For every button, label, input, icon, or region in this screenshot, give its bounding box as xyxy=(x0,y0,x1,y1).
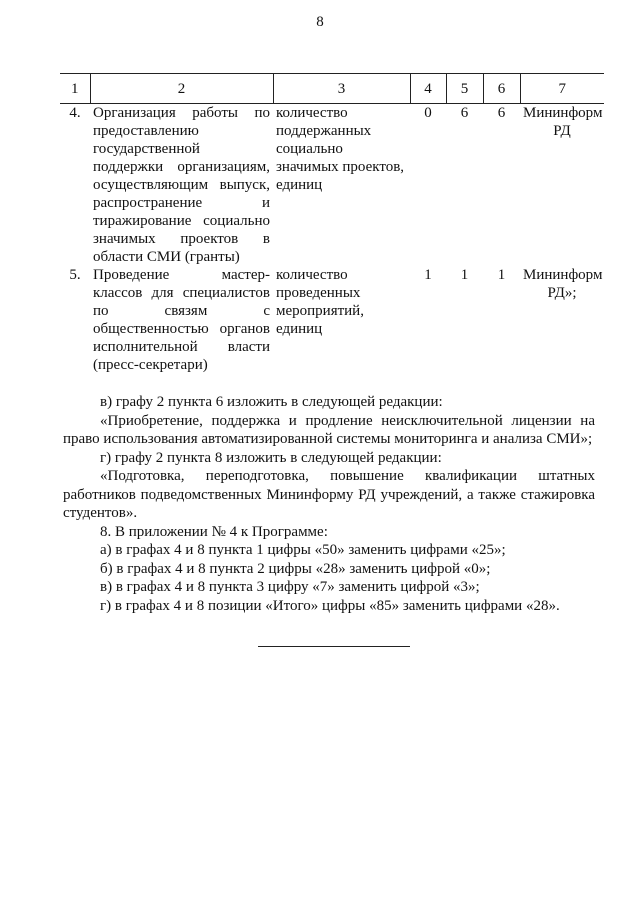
page-number: 8 xyxy=(316,14,324,30)
column-header: 2 xyxy=(90,74,273,104)
column-header: 5 xyxy=(446,74,483,104)
activity-name: Проведение мастер-классов для специалистов по связям с общественностью органов исполнительной власти (пресс-секретари) xyxy=(93,267,270,373)
table-row xyxy=(60,104,604,267)
value-col5: 1 xyxy=(460,267,469,283)
table-header-row xyxy=(60,74,604,104)
value-col4: 0 xyxy=(424,105,432,121)
program-table xyxy=(60,73,604,374)
paragraph: 8. В приложении № 4 к Программе: xyxy=(100,523,328,540)
column-header: 3 xyxy=(273,74,410,104)
column-header: 1 xyxy=(60,74,90,104)
value-col6: 6 xyxy=(497,105,506,121)
paragraph: а) в графах 4 и 8 пункта 1 цифры «50» заменить цифрами «25»; xyxy=(100,542,506,558)
value-col6: 1 xyxy=(497,267,506,283)
paragraph: в) в графах 4 и 8 пункта 3 цифру «7» заменить цифрой «3»; xyxy=(100,579,480,595)
paragraph: г) графу 2 пункта 8 изложить в следующей редакции: xyxy=(100,449,442,466)
value-col4: 1 xyxy=(424,267,432,283)
table-row xyxy=(60,266,604,374)
paragraph: б) в графах 4 и 8 пункта 2 цифры «28» заменить цифрой «0»; xyxy=(100,560,491,577)
paragraph: «Подготовка, переподготовка, повышение квалификации штатных работников подведомственных Мининформу РД учреждений, а также стажировка студентов». xyxy=(63,468,595,521)
row-number: 4. xyxy=(69,105,81,121)
executor: Мининформ РД»; xyxy=(523,267,603,301)
indicator: количество поддержанных социально значимых проектов, единиц xyxy=(276,105,405,193)
amendment-text xyxy=(63,393,595,615)
paragraph: в) графу 2 пункта 6 изложить в следующей редакции: xyxy=(100,394,443,410)
activity-name: Организация работы по предоставлению государственной поддержки организациям, осуществляющим выпуск, распространение и тиражирование социально значимых проектов в области СМИ (гранты) xyxy=(93,105,270,265)
column-header: 6 xyxy=(483,74,520,104)
column-header: 7 xyxy=(520,74,604,104)
column-header: 4 xyxy=(410,74,446,104)
paragraph: г) в графах 4 и 8 позиции «Итого» цифры «85» заменить цифрами «28». xyxy=(100,597,560,614)
paragraph: «Приобретение, поддержка и продление неисключительной лицензии на право использования автоматизированной системы мониторинга и анализа СМИ»; xyxy=(63,412,595,447)
indicator: количество проведенных мероприятий, единиц xyxy=(276,267,364,337)
closing-line xyxy=(258,646,410,647)
row-number: 5. xyxy=(69,267,81,283)
executor: Мининформ РД xyxy=(523,105,603,139)
value-col5: 6 xyxy=(460,105,469,121)
